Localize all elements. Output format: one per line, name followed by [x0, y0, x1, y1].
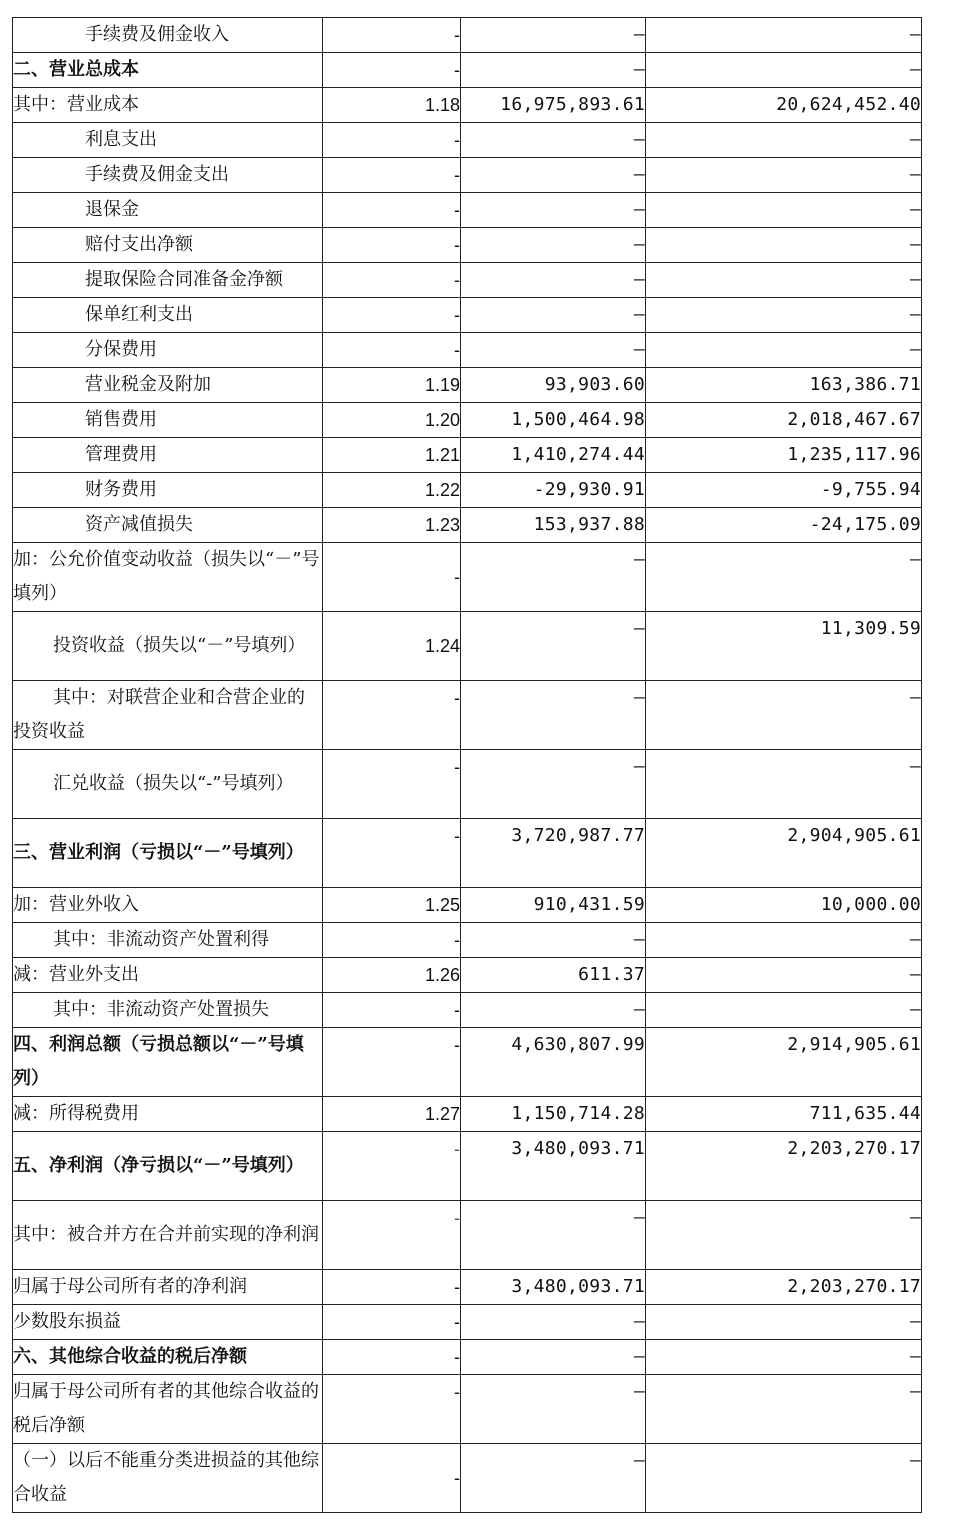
row-item-label: 利息支出: [13, 123, 323, 158]
table-row: [13, 298, 922, 333]
row-previous-amount: 11,309.59: [646, 612, 922, 681]
row-note-ref: 1.24: [323, 612, 461, 681]
row-note-ref: -: [323, 681, 461, 750]
row-note-ref: -: [323, 333, 461, 368]
row-current-amount: –: [461, 18, 646, 53]
row-note-ref: -: [323, 18, 461, 53]
row-item-label: 保单红利支出: [13, 298, 323, 333]
row-item-label: 营业税金及附加: [13, 368, 323, 403]
row-note-ref: 1.19: [323, 368, 461, 403]
row-current-amount: –: [461, 612, 646, 681]
row-current-amount: –: [461, 1340, 646, 1375]
row-note-ref: -: [323, 543, 461, 612]
table-row: [13, 1097, 922, 1132]
row-note-ref: 1.20: [323, 403, 461, 438]
row-previous-amount: –: [646, 681, 922, 750]
row-current-amount: –: [461, 1444, 646, 1513]
table-row: [13, 1270, 922, 1305]
row-note-ref: -: [323, 1305, 461, 1340]
row-current-amount: 16,975,893.61: [461, 88, 646, 123]
row-item-label: 销售费用: [13, 403, 323, 438]
row-previous-amount: 10,000.00: [646, 888, 922, 923]
row-previous-amount: 711,635.44: [646, 1097, 922, 1132]
row-note-ref: 1.26: [323, 958, 461, 993]
row-previous-amount: –: [646, 193, 922, 228]
table-row: [13, 368, 922, 403]
row-previous-amount: –: [646, 123, 922, 158]
row-current-amount: –: [461, 123, 646, 158]
row-note-ref: -: [323, 1132, 461, 1201]
table-row: [13, 1028, 922, 1097]
row-note-ref: -: [323, 750, 461, 819]
row-note-ref: -: [323, 1028, 461, 1097]
row-item-label: 减：营业外支出: [13, 958, 323, 993]
row-item-label: 提取保险合同准备金净额: [13, 263, 323, 298]
table-row: [13, 1444, 922, 1513]
row-item-label: （一）以后不能重分类进损益的其他综合收益: [13, 1444, 323, 1513]
row-note-ref: -: [323, 923, 461, 958]
table-row: [13, 1340, 922, 1375]
row-current-amount: 93,903.60: [461, 368, 646, 403]
table-row: [13, 681, 922, 750]
table-row: [13, 88, 922, 123]
row-previous-amount: -9,755.94: [646, 473, 922, 508]
row-note-ref: 1.22: [323, 473, 461, 508]
row-current-amount: 611.37: [461, 958, 646, 993]
row-current-amount: 3,480,093.71: [461, 1270, 646, 1305]
row-item-label: 手续费及佣金支出: [13, 158, 323, 193]
row-note-ref: -: [323, 298, 461, 333]
row-item-label: 三、营业利润（亏损以“－”号填列）: [13, 819, 323, 888]
table-row: [13, 1132, 922, 1201]
table-row: [13, 53, 922, 88]
income-statement-table: [12, 17, 922, 1513]
row-previous-amount: –: [646, 1201, 922, 1270]
table-row: [13, 508, 922, 543]
row-item-label: 归属于母公司所有者的净利润: [13, 1270, 323, 1305]
row-note-ref: -: [323, 123, 461, 158]
row-item-label: 手续费及佣金收入: [13, 18, 323, 53]
row-current-amount: –: [461, 750, 646, 819]
row-item-label: 六、其他综合收益的税后净额: [13, 1340, 323, 1375]
table-row: [13, 158, 922, 193]
row-current-amount: 1,150,714.28: [461, 1097, 646, 1132]
row-note-ref: -: [323, 1340, 461, 1375]
row-previous-amount: 2,203,270.17: [646, 1132, 922, 1201]
table-row: [13, 473, 922, 508]
row-note-ref: -: [323, 193, 461, 228]
table-row: [13, 228, 922, 263]
row-current-amount: 1,410,274.44: [461, 438, 646, 473]
table-row: [13, 18, 922, 53]
table-row: [13, 888, 922, 923]
row-current-amount: –: [461, 923, 646, 958]
row-previous-amount: –: [646, 1375, 922, 1444]
row-current-amount: –: [461, 263, 646, 298]
row-current-amount: 3,720,987.77: [461, 819, 646, 888]
row-previous-amount: –: [646, 958, 922, 993]
row-note-ref: 1.18: [323, 88, 461, 123]
row-current-amount: –: [461, 1201, 646, 1270]
row-previous-amount: 2,018,467.67: [646, 403, 922, 438]
row-previous-amount: –: [646, 53, 922, 88]
table-row: [13, 438, 922, 473]
row-previous-amount: 2,914,905.61: [646, 1028, 922, 1097]
row-item-label: 其中：被合并方在合并前实现的净利润: [13, 1201, 323, 1270]
table-row: [13, 193, 922, 228]
row-previous-amount: –: [646, 263, 922, 298]
row-current-amount: –: [461, 1305, 646, 1340]
row-note-ref: 1.25: [323, 888, 461, 923]
row-previous-amount: 163,386.71: [646, 368, 922, 403]
row-current-amount: –: [461, 333, 646, 368]
table-row: [13, 923, 922, 958]
table-row: [13, 1305, 922, 1340]
row-item-label: 四、利润总额（亏损总额以“－”号填列）: [13, 1028, 323, 1097]
row-item-label: 少数股东损益: [13, 1305, 323, 1340]
row-previous-amount: –: [646, 923, 922, 958]
row-item-label: 投资收益（损失以“－”号填列）: [13, 612, 323, 681]
row-note-ref: 1.21: [323, 438, 461, 473]
row-current-amount: 153,937.88: [461, 508, 646, 543]
table-row: [13, 1201, 922, 1270]
row-item-label: 赔付支出净额: [13, 228, 323, 263]
table-row: [13, 123, 922, 158]
row-item-label: 汇兑收益（损失以“-”号填列）: [13, 750, 323, 819]
row-item-label: 归属于母公司所有者的其他综合收益的税后净额: [13, 1375, 323, 1444]
table-row: [13, 612, 922, 681]
table-row: [13, 333, 922, 368]
row-previous-amount: –: [646, 158, 922, 193]
row-note-ref: -: [323, 1375, 461, 1444]
row-note-ref: -: [323, 53, 461, 88]
row-note-ref: -: [323, 263, 461, 298]
row-previous-amount: –: [646, 333, 922, 368]
table-row: [13, 403, 922, 438]
table-row: [13, 263, 922, 298]
row-previous-amount: –: [646, 1340, 922, 1375]
row-item-label: 其中：非流动资产处置利得: [13, 923, 323, 958]
row-item-label: 五、净利润（净亏损以“－”号填列）: [13, 1132, 323, 1201]
row-previous-amount: 2,904,905.61: [646, 819, 922, 888]
row-previous-amount: 20,624,452.40: [646, 88, 922, 123]
row-item-label: 减：所得税费用: [13, 1097, 323, 1132]
row-previous-amount: -24,175.09: [646, 508, 922, 543]
row-note-ref: -: [323, 1201, 461, 1270]
row-previous-amount: –: [646, 1305, 922, 1340]
row-item-label: 加：营业外收入: [13, 888, 323, 923]
table-row: [13, 1375, 922, 1444]
row-current-amount: –: [461, 993, 646, 1028]
row-current-amount: –: [461, 228, 646, 263]
table-row: [13, 750, 922, 819]
row-item-label: 二、营业总成本: [13, 53, 323, 88]
row-current-amount: 910,431.59: [461, 888, 646, 923]
row-previous-amount: –: [646, 993, 922, 1028]
row-item-label: 其中：非流动资产处置损失: [13, 993, 323, 1028]
row-current-amount: -29,930.91: [461, 473, 646, 508]
row-current-amount: –: [461, 681, 646, 750]
row-current-amount: –: [461, 193, 646, 228]
row-previous-amount: –: [646, 298, 922, 333]
row-previous-amount: 2,203,270.17: [646, 1270, 922, 1305]
row-previous-amount: –: [646, 750, 922, 819]
table-row: [13, 543, 922, 612]
row-item-label: 资产减值损失: [13, 508, 323, 543]
row-note-ref: -: [323, 819, 461, 888]
row-previous-amount: –: [646, 228, 922, 263]
row-current-amount: –: [461, 543, 646, 612]
row-note-ref: -: [323, 1444, 461, 1513]
row-note-ref: 1.27: [323, 1097, 461, 1132]
row-item-label: 管理费用: [13, 438, 323, 473]
table-row: [13, 993, 922, 1028]
row-item-label: 加：公允价值变动收益（损失以“－”号填列）: [13, 543, 323, 612]
row-note-ref: -: [323, 993, 461, 1028]
row-current-amount: 4,630,807.99: [461, 1028, 646, 1097]
row-current-amount: –: [461, 53, 646, 88]
row-current-amount: 1,500,464.98: [461, 403, 646, 438]
row-note-ref: -: [323, 1270, 461, 1305]
row-previous-amount: 1,235,117.96: [646, 438, 922, 473]
row-item-label: 其中：营业成本: [13, 88, 323, 123]
table-row: [13, 819, 922, 888]
row-current-amount: 3,480,093.71: [461, 1132, 646, 1201]
row-note-ref: -: [323, 228, 461, 263]
row-note-ref: 1.23: [323, 508, 461, 543]
row-current-amount: –: [461, 158, 646, 193]
row-current-amount: –: [461, 1375, 646, 1444]
row-item-label: 其中：对联营企业和合营企业的投资收益: [13, 681, 323, 750]
row-previous-amount: –: [646, 1444, 922, 1513]
row-item-label: 退保金: [13, 193, 323, 228]
row-previous-amount: –: [646, 543, 922, 612]
row-item-label: 财务费用: [13, 473, 323, 508]
row-previous-amount: –: [646, 18, 922, 53]
row-note-ref: -: [323, 158, 461, 193]
row-current-amount: –: [461, 298, 646, 333]
row-item-label: 分保费用: [13, 333, 323, 368]
table-row: [13, 958, 922, 993]
income-statement-body: [13, 18, 922, 1513]
